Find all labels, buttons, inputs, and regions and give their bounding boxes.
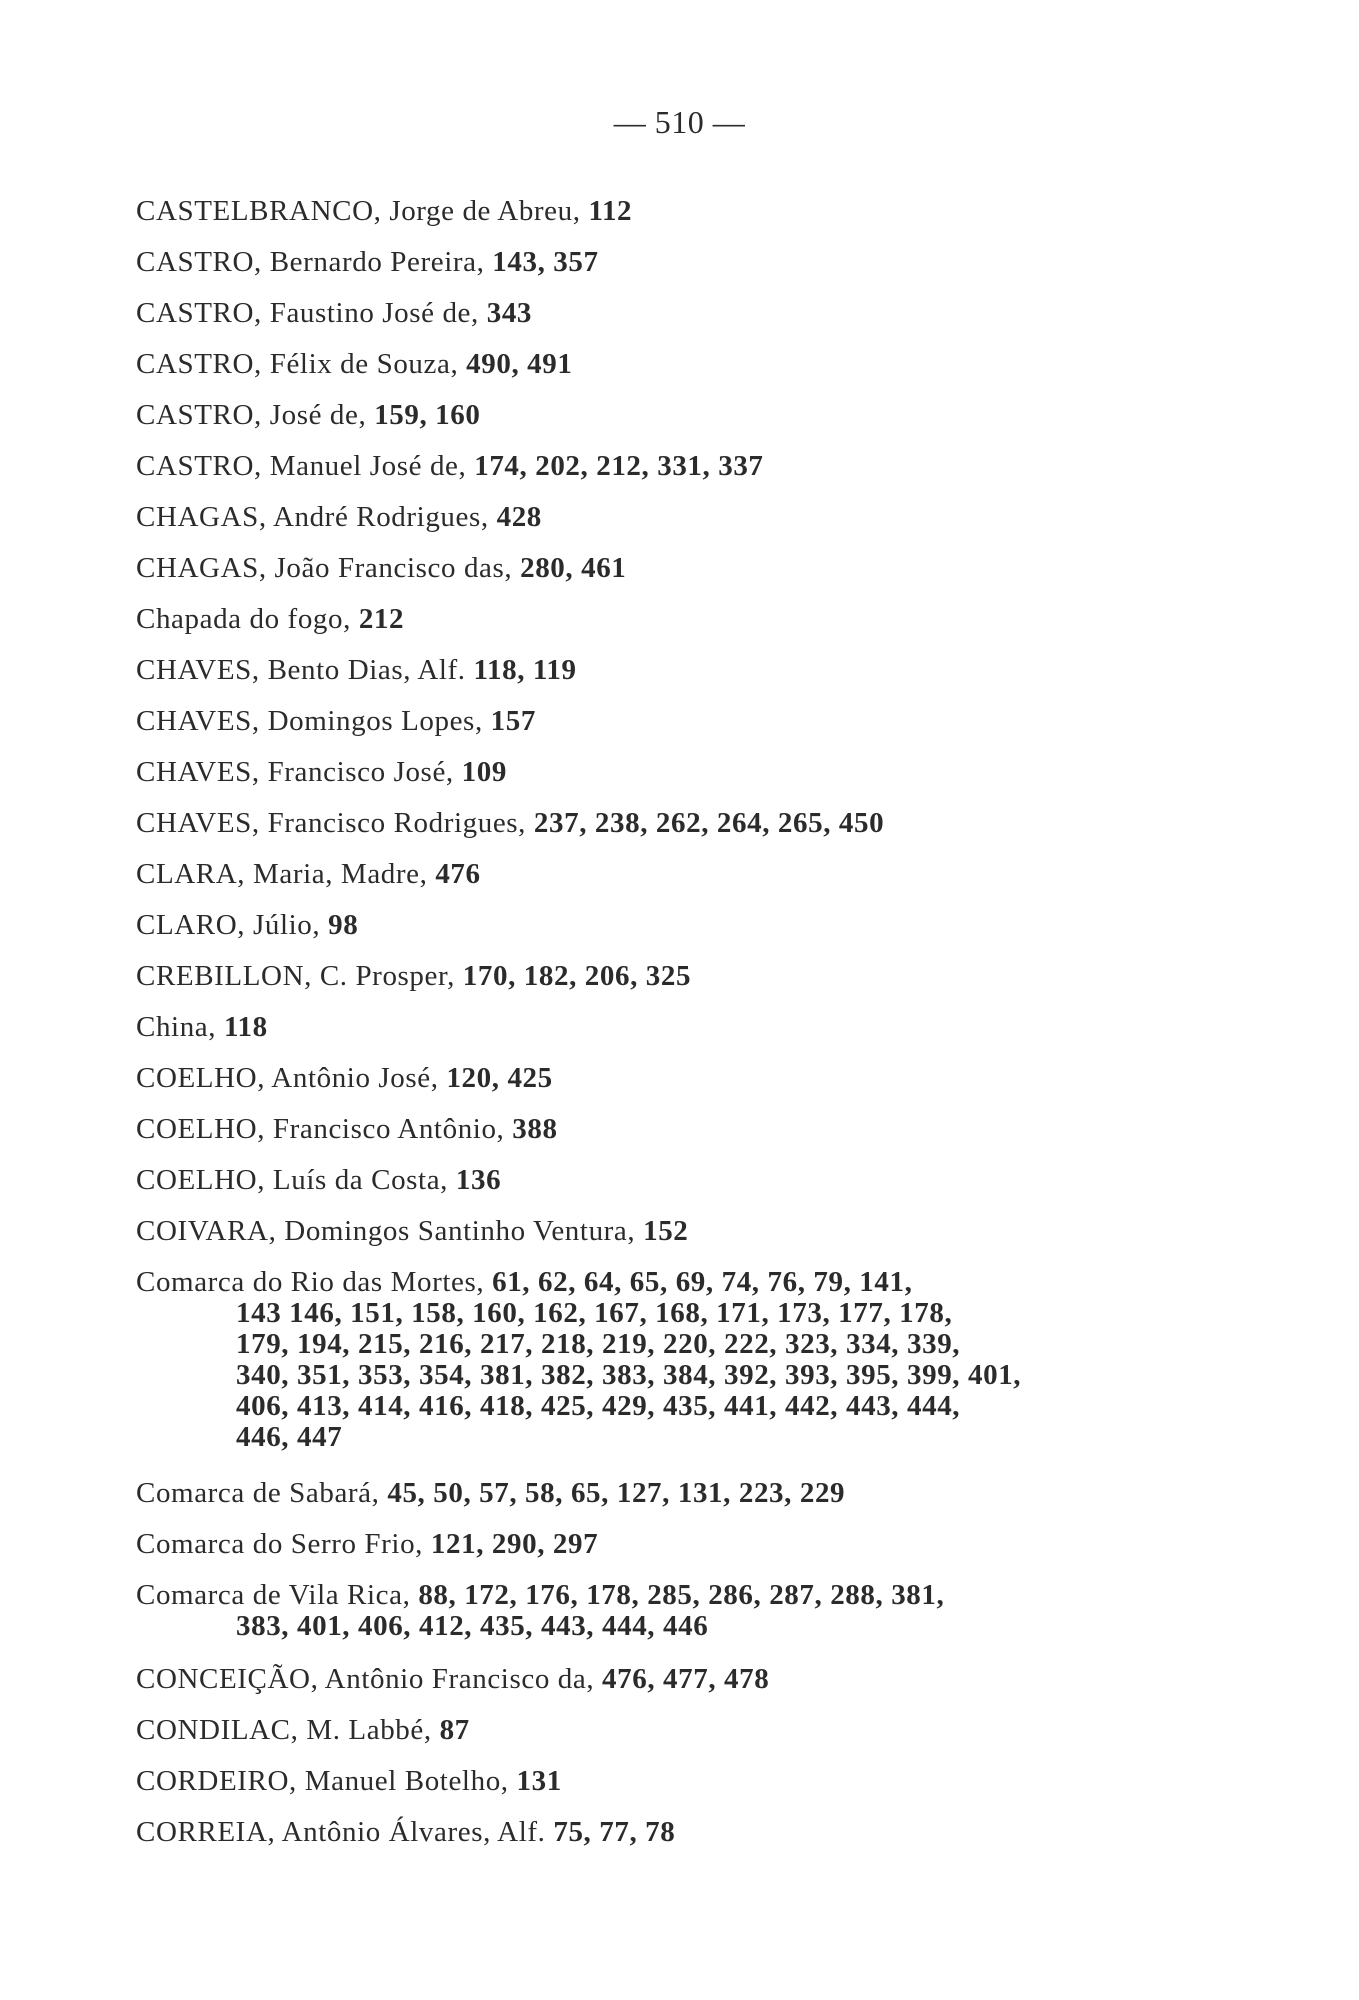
- entry-continuation: 143 146, 151, 158, 160, 162, 167, 168, 171, 173, 177, 178,: [236, 1297, 953, 1329]
- entry-pages: 121, 290, 297: [430, 1528, 599, 1560]
- entry-pages: 343: [486, 297, 533, 329]
- entry-continuation: 179, 194, 215, 216, 217, 218, 219, 220, 222, 323, 334, 339,: [236, 1328, 961, 1360]
- entry-pages: 237, 238, 262, 264, 265, 450: [533, 807, 885, 839]
- entry-line: [136, 1715, 1156, 1746]
- index-entry: [136, 1063, 1156, 1094]
- entry-name: Comarca do Rio das Mortes,: [136, 1266, 493, 1298]
- entry-name: COELHO, Antônio José,: [136, 1062, 447, 1094]
- entry-pages: 75, 77, 78: [553, 1816, 676, 1848]
- entry-line: [136, 1817, 1156, 1848]
- entry-pages: 174, 202, 212, 331, 337: [474, 450, 764, 482]
- entry-name: CHAVES, Francisco Rodrigues,: [136, 807, 534, 839]
- entry-line: [136, 961, 1156, 992]
- index-entry: [136, 451, 1156, 482]
- index-entry: [136, 298, 1156, 329]
- entry-line: [136, 1216, 1156, 1247]
- entry-line: [136, 859, 1156, 890]
- entry-name: CHAVES, Bento Dias, Alf.: [136, 654, 474, 686]
- entry-name: CHAVES, Domingos Lopes,: [136, 705, 491, 737]
- entry-pages: 490, 491: [466, 348, 573, 380]
- entry-name: CASTRO, Bernardo Pereira,: [136, 246, 493, 278]
- entry-pages: 131: [516, 1765, 562, 1797]
- entry-pages: 143, 357: [492, 246, 599, 278]
- entry-line: [136, 1478, 1156, 1509]
- index-entry: [136, 706, 1156, 737]
- index-entry: [136, 1715, 1156, 1746]
- entry-line: [136, 910, 1156, 941]
- entry-line: [136, 655, 1156, 686]
- entry-line: [136, 451, 1156, 482]
- entry-pages: 476: [435, 858, 481, 890]
- entry-pages: 170, 182, 206, 325: [462, 960, 692, 992]
- index-entry: [136, 196, 1156, 227]
- index-entry: [136, 961, 1156, 992]
- index-entry: [136, 1478, 1156, 1509]
- index-entry: [136, 757, 1156, 788]
- entry-name: CLARA, Maria, Madre,: [136, 858, 436, 890]
- entry-name: Comarca de Sabará,: [136, 1477, 388, 1509]
- entry-pages: 476, 477, 478: [602, 1663, 770, 1695]
- entry-name: CREBILLON, C. Prosper,: [136, 960, 463, 992]
- entry-line: [136, 1012, 1156, 1043]
- entry-name: CONCEIÇÃO, Antônio Francisco da,: [136, 1663, 603, 1695]
- index-entry: [136, 1114, 1156, 1145]
- index-entry: [136, 910, 1156, 941]
- entry-continuation: 383, 401, 406, 412, 435, 443, 444, 446: [236, 1610, 709, 1642]
- index-entry: [136, 247, 1156, 278]
- entry-pages: 152: [643, 1215, 689, 1247]
- entry-name: CHAVES, Francisco José,: [136, 756, 462, 788]
- entry-pages: 87: [439, 1714, 470, 1746]
- index-entry: [136, 349, 1156, 380]
- entry-line: [136, 1165, 1156, 1196]
- entry-line: [136, 400, 1156, 431]
- entry-name: CASTRO, Félix de Souza,: [136, 348, 467, 380]
- entry-name: COELHO, Luís da Costa,: [136, 1164, 456, 1196]
- index-entry: [136, 1817, 1156, 1848]
- index-entry: [136, 655, 1156, 686]
- entry-name: CORDEIRO, Manuel Botelho,: [136, 1765, 517, 1797]
- entry-pages: 159, 160: [374, 399, 481, 431]
- page-number: — 510 —: [613, 104, 746, 140]
- entry-name: Comarca do Serro Frio,: [136, 1528, 431, 1560]
- index-entry: [136, 1216, 1156, 1247]
- entry-pages: 118, 119: [473, 654, 577, 686]
- entry-pages: 109: [461, 756, 507, 788]
- entry-line: [136, 298, 1156, 329]
- entry-name: CASTELBRANCO, Jorge de Abreu,: [136, 195, 589, 227]
- entry-line: [136, 1580, 1156, 1611]
- entry-name: CASTRO, Faustino José de,: [136, 297, 487, 329]
- entry-pages: 388: [512, 1113, 558, 1145]
- entry-continuation: 340, 351, 353, 354, 381, 382, 383, 384, 392, 393, 395, 399, 401,: [236, 1359, 1022, 1391]
- entry-name: CASTRO, José de,: [136, 399, 375, 431]
- entry-name: Chapada do fogo,: [136, 603, 359, 635]
- entry-line: [136, 502, 1156, 533]
- index-entry: [136, 1012, 1156, 1043]
- entry-pages: 428: [496, 501, 542, 533]
- entry-line: [136, 1114, 1156, 1145]
- entry-line: [136, 553, 1156, 584]
- index-entry: [136, 1766, 1156, 1797]
- index-entry: [136, 1165, 1156, 1196]
- entry-line: [136, 1267, 1156, 1298]
- entry-line: [136, 808, 1156, 839]
- entry-line: [136, 1766, 1156, 1797]
- entry-continuation: 406, 413, 414, 416, 418, 425, 429, 435, 441, 442, 443, 444,: [236, 1390, 961, 1422]
- entry-pages: 88, 172, 176, 178, 285, 286, 287, 288, 381,: [418, 1579, 945, 1611]
- index-entry: [136, 1267, 1156, 1453]
- entry-line: [136, 604, 1156, 635]
- entry-pages: 98: [328, 909, 359, 941]
- entry-pages: 212: [358, 603, 405, 635]
- entry-pages: 157: [490, 705, 536, 737]
- entry-name: Comarca de Vila Rica,: [136, 1579, 419, 1611]
- entry-pages: 61, 62, 64, 65, 69, 74, 76, 79, 141,: [492, 1266, 913, 1298]
- entry-name: CONDILAC, M. Labbé,: [136, 1714, 440, 1746]
- index-entry: [136, 604, 1156, 635]
- entry-line: [136, 757, 1156, 788]
- entry-pages: 136: [455, 1164, 502, 1196]
- entry-line: [136, 1529, 1156, 1560]
- entry-name: CLARO, Júlio,: [136, 909, 329, 941]
- index-entry: [136, 1580, 1156, 1642]
- entry-name: COIVARA, Domingos Santinho Ventura,: [136, 1215, 644, 1247]
- entry-name: CHAGAS, André Rodrigues,: [136, 501, 497, 533]
- index-entry: [136, 400, 1156, 431]
- index-entry: [136, 1664, 1156, 1695]
- entry-pages: 280, 461: [520, 552, 627, 584]
- entry-line: [136, 247, 1156, 278]
- entry-line: [136, 706, 1156, 737]
- entry-pages: 120, 425: [446, 1062, 553, 1094]
- index-entry: [136, 502, 1156, 533]
- entry-line: [136, 1063, 1156, 1094]
- entry-line: [136, 349, 1156, 380]
- entry-name: CORREIA, Antônio Álvares, Alf.: [136, 1816, 554, 1848]
- index-entry: [136, 859, 1156, 890]
- entry-name: China,: [136, 1011, 224, 1043]
- entry-name: COELHO, Francisco Antônio,: [136, 1113, 513, 1145]
- entry-pages: 45, 50, 57, 58, 65, 127, 131, 223, 229: [387, 1477, 846, 1509]
- entry-name: CHAGAS, João Francisco das,: [136, 552, 521, 584]
- entry-line: [136, 196, 1156, 227]
- entry-name: CASTRO, Manuel José de,: [136, 450, 475, 482]
- index-entry: [136, 808, 1156, 839]
- entry-pages: 112: [588, 195, 633, 227]
- index-entry: [136, 1529, 1156, 1560]
- entry-continuation: 446, 447: [236, 1421, 343, 1453]
- entry-pages: 118: [223, 1011, 268, 1043]
- index-entry: [136, 553, 1156, 584]
- entry-line: [136, 1664, 1156, 1695]
